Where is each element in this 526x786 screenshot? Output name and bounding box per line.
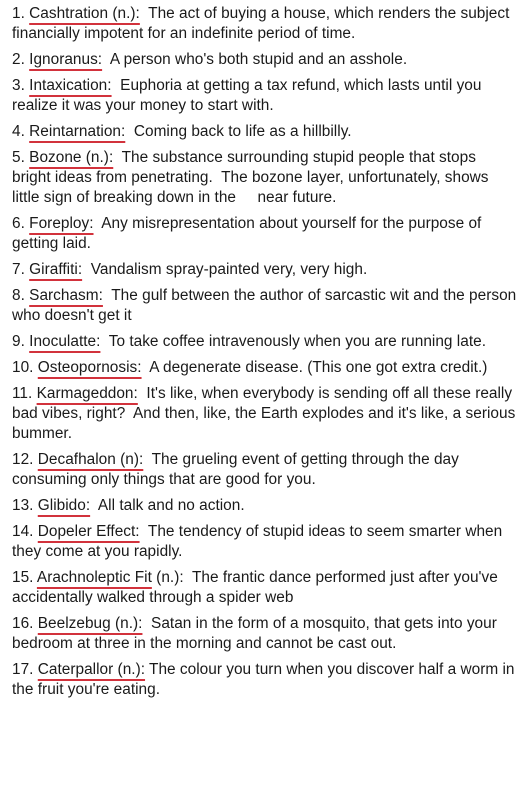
glossary-entry (12, 214, 518, 254)
entry-paragraph (12, 332, 518, 352)
entry-term: Cashtration (n.): (29, 5, 140, 22)
entry-definition: The grueling event of getting through the day consuming only things that are good for you. (12, 451, 464, 488)
entry-term: Decafhalon (n): (37, 451, 144, 468)
entry-definition: It's like, when everybody is sending off all these really bad vibes, right? And then, like, the Earth explodes and it's like, a serious bummer. (12, 385, 520, 442)
entry-paragraph (12, 660, 518, 700)
glossary-entry (12, 450, 518, 490)
entry-term: Caterpallor (n.): (37, 661, 146, 678)
entry-term: Glibido: (37, 497, 91, 514)
glossary-entry (12, 614, 518, 654)
entry-number: 6. (12, 215, 30, 232)
glossary-entry (12, 286, 521, 326)
entry-number: 3. (12, 77, 30, 94)
entry-definition: Satan in the form of a mosquito, that gets into your bedroom at three in the morning and cannot be cast out. (12, 615, 502, 652)
entry-number: 1. (12, 5, 30, 22)
glossary-entry (12, 50, 518, 70)
entry-term: Sarchasm: (29, 287, 103, 304)
entry-number: 7. (12, 261, 30, 278)
glossary-entry (12, 148, 518, 208)
entry-term: Arachnoleptic Fit (36, 569, 152, 586)
entry-term: Foreploy: (29, 215, 94, 232)
entry-paragraph (12, 148, 518, 208)
entry-number: 2. (12, 51, 30, 68)
entry-number: 9. (12, 333, 30, 350)
entry-number: 8. (12, 287, 30, 304)
entry-definition: All talk and no action. (90, 497, 245, 514)
entry-term: Bozone (n.): (29, 149, 114, 166)
entry-term: Dopeler Effect: (37, 523, 140, 540)
entry-number: 17. (12, 661, 38, 678)
entry-definition: The colour you turn when you discover half a worm in the fruit you're eating. (12, 661, 519, 698)
entry-term: Intaxication: (29, 77, 112, 94)
entry-number: 12. (12, 451, 38, 468)
entry-definition: A person who's both stupid and an asshole. (102, 51, 408, 68)
entry-term: Inoculatte: (29, 333, 101, 350)
entry-definition: The act of buying a house, which renders the subject financially impotent for an indefinite period of time. (12, 5, 514, 42)
entry-definition: Any misrepresentation about yourself for the purpose of getting laid. (12, 215, 486, 252)
entry-paragraph (12, 358, 518, 378)
entry-number: 5. (12, 149, 30, 166)
entry-definition: To take coffee intravenously when you are running late. (100, 333, 487, 350)
entry-term: Beelzebug (n.): (37, 615, 143, 632)
glossary-entry (12, 4, 518, 44)
entry-number: 15. (12, 569, 37, 586)
glossary-entry (12, 496, 518, 516)
glossary-entry (12, 660, 518, 700)
entry-term: Osteopornosis: (37, 359, 142, 376)
entry-term: Karmageddon: (36, 385, 138, 402)
entry-paragraph (12, 568, 518, 608)
entry-definition: The tendency of stupid ideas to seem smarter when they come at you rapidly. (12, 523, 507, 560)
glossary-entry (12, 76, 518, 116)
entry-paragraph (12, 450, 518, 490)
entry-definition: The substance surrounding stupid people that stops bright ideas from penetrating. The bozone layer, unfortunately, shows little sign of breaking down in the near future. (12, 149, 493, 206)
entry-number: 10. (12, 359, 38, 376)
entry-number: 14. (12, 523, 38, 540)
glossary-entry (12, 358, 518, 378)
entry-definition: A degenerate disease. (This one got extra credit.) (141, 359, 488, 376)
glossary-entry (12, 260, 518, 280)
entry-term-suffix: (n.): (151, 569, 184, 586)
entry-definition: The frantic dance performed just after you've accidentally walked through a spider web (12, 569, 503, 606)
entry-definition: Coming back to life as a hillbilly. (125, 123, 352, 140)
glossary-entry (12, 332, 518, 352)
entry-definition: Vandalism spray-painted very, very high. (82, 261, 368, 278)
entry-paragraph (12, 614, 518, 654)
entry-paragraph (12, 522, 518, 562)
glossary-entry (12, 568, 518, 608)
entry-term: Reintarnation: (29, 123, 126, 140)
entry-term: Giraffiti: (29, 261, 83, 278)
entry-definition: The gulf between the author of sarcastic wit and the person who doesn't get it (12, 287, 521, 324)
glossary-entry (12, 122, 518, 142)
entry-paragraph (12, 260, 518, 280)
entry-paragraph (12, 76, 518, 116)
entry-paragraph (12, 496, 518, 516)
entry-number: 13. (12, 497, 38, 514)
glossary-entry (12, 384, 518, 444)
entry-number: 4. (12, 123, 30, 140)
entry-paragraph (12, 286, 521, 326)
entry-definition: Euphoria at getting a tax refund, which lasts until you realize it was your money to start with. (12, 77, 486, 114)
entry-paragraph (12, 50, 518, 70)
entry-number: 16. (12, 615, 38, 632)
glossary-entry (12, 522, 518, 562)
entry-paragraph (12, 122, 518, 142)
glossary-document (12, 4, 521, 706)
entry-paragraph (12, 384, 518, 444)
entry-number: 11. (12, 385, 37, 402)
entry-term: Ignoranus: (29, 51, 103, 68)
entry-paragraph (12, 4, 518, 44)
entry-paragraph (12, 214, 518, 254)
